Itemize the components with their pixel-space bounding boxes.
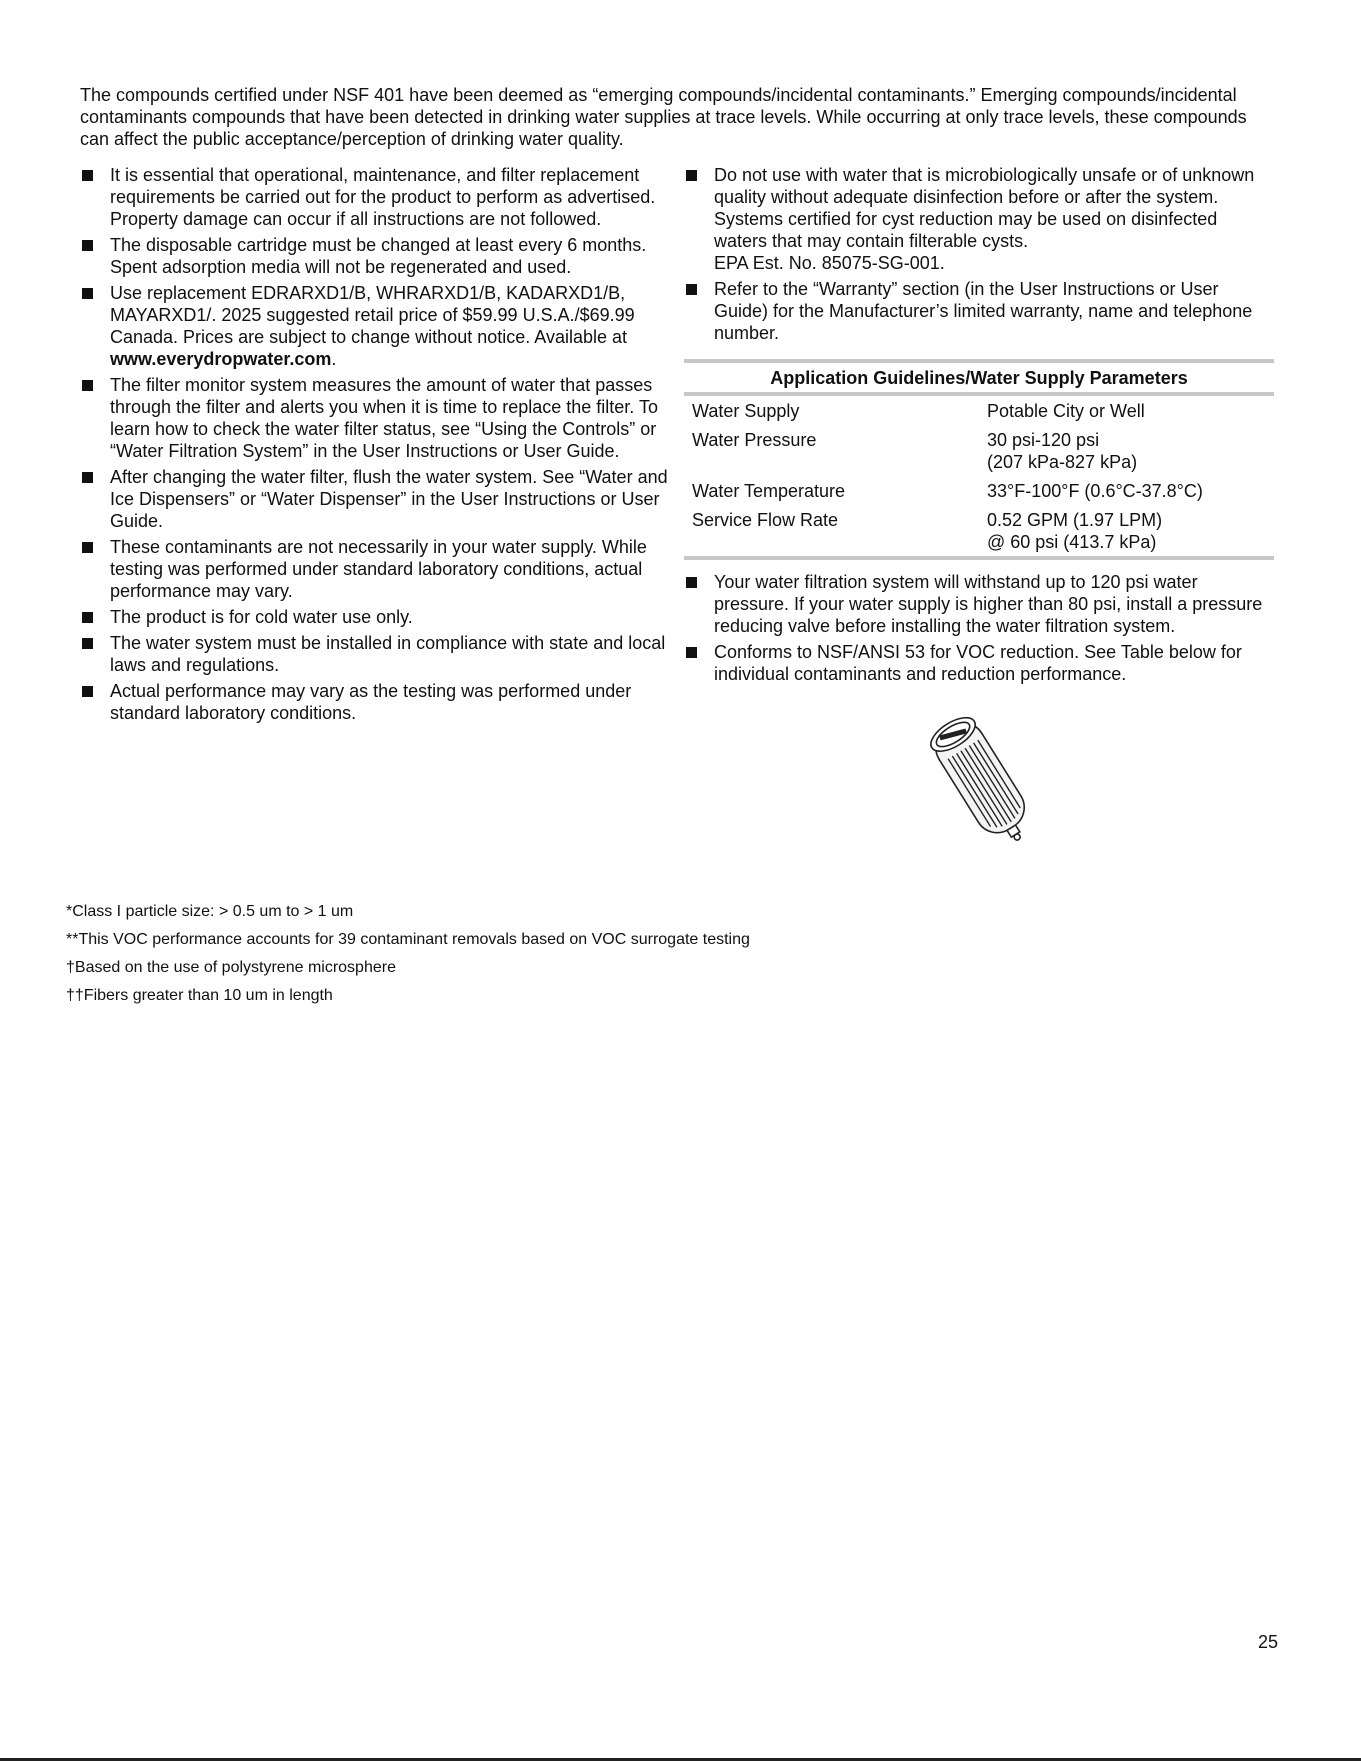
bullet-square-icon (82, 380, 93, 391)
table-title: Application Guidelines/Water Supply Parameters (684, 363, 1274, 396)
bullet-text: The water system must be installed in compliance with state and local laws and regulations. (110, 633, 666, 675)
bullet-text: The filter monitor system measures the amount of water that passes through the filter and alerts you when it is time to replace the filter. To learn how to check the water filter status, see “Using the Controls” or “Water Filtration System” in the User Instructions or User Guide. (110, 375, 658, 461)
value-line-1: Potable City or Well (987, 401, 1145, 421)
list-item (80, 632, 680, 676)
bullet-square-icon (82, 240, 93, 251)
right-column (684, 164, 1274, 851)
table-row (684, 505, 1274, 556)
value-line-2: @ 60 psi (413.7 kPa) (987, 532, 1157, 552)
page-number: 25 (1258, 1632, 1279, 1652)
bullet-square-icon (686, 284, 697, 295)
list-item (80, 680, 680, 724)
row-label: Water Supply (692, 401, 800, 421)
value-line-1: 33°F-100°F (0.6°C-37.8°C) (987, 481, 1203, 501)
list-item (80, 536, 680, 602)
footnote: †Based on the use of polystyrene microsphere (66, 959, 396, 976)
row-value (987, 400, 1274, 422)
bullet-square-icon (82, 686, 93, 697)
bullet-text: These contaminants are not necessarily in your water supply. While testing was performed under standard laboratory conditions, actual performance may vary. (110, 537, 647, 601)
everydropwater-link[interactable]: www.everydropwater.com (110, 349, 332, 369)
row-value (987, 429, 1274, 473)
bullet-text: Actual performance may vary as the testing was performed under standard laboratory conditions. (110, 681, 632, 723)
list-item (80, 466, 680, 532)
row-label: Water Temperature (692, 481, 846, 501)
footnote: **This VOC performance accounts for 39 contaminant removals based on VOC surrogate testing (66, 931, 750, 948)
table-row (684, 425, 1274, 476)
row-label: Water Pressure (692, 430, 817, 450)
bullet-text: After changing the water filter, flush the water system. See “Water and Ice Dispensers” or “Water Dispenser” in the User Instructions or User Guide. (110, 467, 668, 531)
bullet-square-icon (686, 577, 697, 588)
value-line-1: 0.52 GPM (1.97 LPM) (987, 510, 1163, 530)
table-row (684, 396, 1274, 425)
bullet-square-icon (686, 647, 697, 658)
right-bullet-list-bottom (684, 571, 1274, 685)
bullet-text: Refer to the “Warranty” section (in the User Instructions or User Guide) for the Manufacturer’s limited warranty, name and telephone number. (714, 279, 1253, 343)
list-item (80, 606, 680, 628)
water-supply-parameters-table (684, 359, 1274, 560)
bullet-text-end: . (331, 349, 337, 369)
footnotes (66, 902, 966, 1014)
bullet-text: Use replacement EDRARXD1/B, WHRARXD1/B, KADARXD1/B, MAYARXD1/. 2025 suggested retail price of $59.99 U.S.A./$69.99 Canada. Prices are subject to change without notice. Available at (110, 283, 635, 347)
left-bullet-list (80, 164, 680, 724)
right-bullet-list-top (684, 164, 1274, 344)
bullet-text: It is essential that operational, maintenance, and filter replacement requirements be carried out for the product to perform as advertised. Property damage can occur if all instructions are not followed. (110, 165, 656, 229)
bullet-text: Your water filtration system will withstand up to 120 psi water pressure. If your water supply is higher than 80 psi, install a pressure reducing valve before installing the water filtration system. (714, 572, 1263, 636)
list-item (684, 641, 1274, 685)
left-column (80, 164, 680, 728)
bullet-square-icon (686, 170, 697, 181)
water-filter-cartridge-icon (914, 701, 1044, 851)
bullet-square-icon (82, 638, 93, 649)
intro-paragraph: The compounds certified under NSF 401 have been deemed as “emerging compounds/incidental contaminants.” Emerging compounds/incidental contaminants compounds that have been detected in drinking water supplies at trace levels. While occurring at only trace levels, these compounds can affect the public acceptance/perception of drinking water quality. (80, 85, 1247, 149)
epa-number: EPA Est. No. 85075-SG-001. (714, 253, 945, 273)
list-item (80, 374, 680, 462)
row-value (987, 480, 1274, 502)
value-line-2: (207 kPa-827 kPa) (987, 452, 1138, 472)
footnote: *Class I particle size: > 0.5 um to > 1 um (66, 903, 354, 920)
bullet-text: The product is for cold water use only. (110, 607, 413, 627)
bullet-square-icon (82, 170, 93, 181)
list-item (684, 164, 1274, 274)
bullet-text: Conforms to NSF/ANSI 53 for VOC reduction. See Table below for individual contaminants and reduction performance. (714, 642, 1242, 684)
bullet-square-icon (82, 288, 93, 299)
bullet-square-icon (82, 472, 93, 483)
table-row (684, 476, 1274, 505)
list-item (80, 234, 680, 278)
bullet-square-icon (82, 612, 93, 623)
bullet-text: Do not use with water that is microbiologically unsafe or of unknown quality without adequate disinfection before or after the system. Systems certified for cyst reduction may be used on disinfected waters that may contain filterable cysts. (714, 165, 1255, 251)
row-label: Service Flow Rate (692, 510, 839, 530)
footnote: ††Fibers greater than 10 um in length (66, 987, 333, 1004)
list-item (684, 571, 1274, 637)
bullet-square-icon (82, 542, 93, 553)
value-line-1: 30 psi-120 psi (987, 430, 1100, 450)
list-item (684, 278, 1274, 344)
list-item (80, 164, 680, 230)
bullet-text: The disposable cartridge must be changed at least every 6 months. Spent adsorption media will not be regenerated and used. (110, 235, 647, 277)
row-value (987, 509, 1274, 553)
list-item (80, 282, 680, 370)
